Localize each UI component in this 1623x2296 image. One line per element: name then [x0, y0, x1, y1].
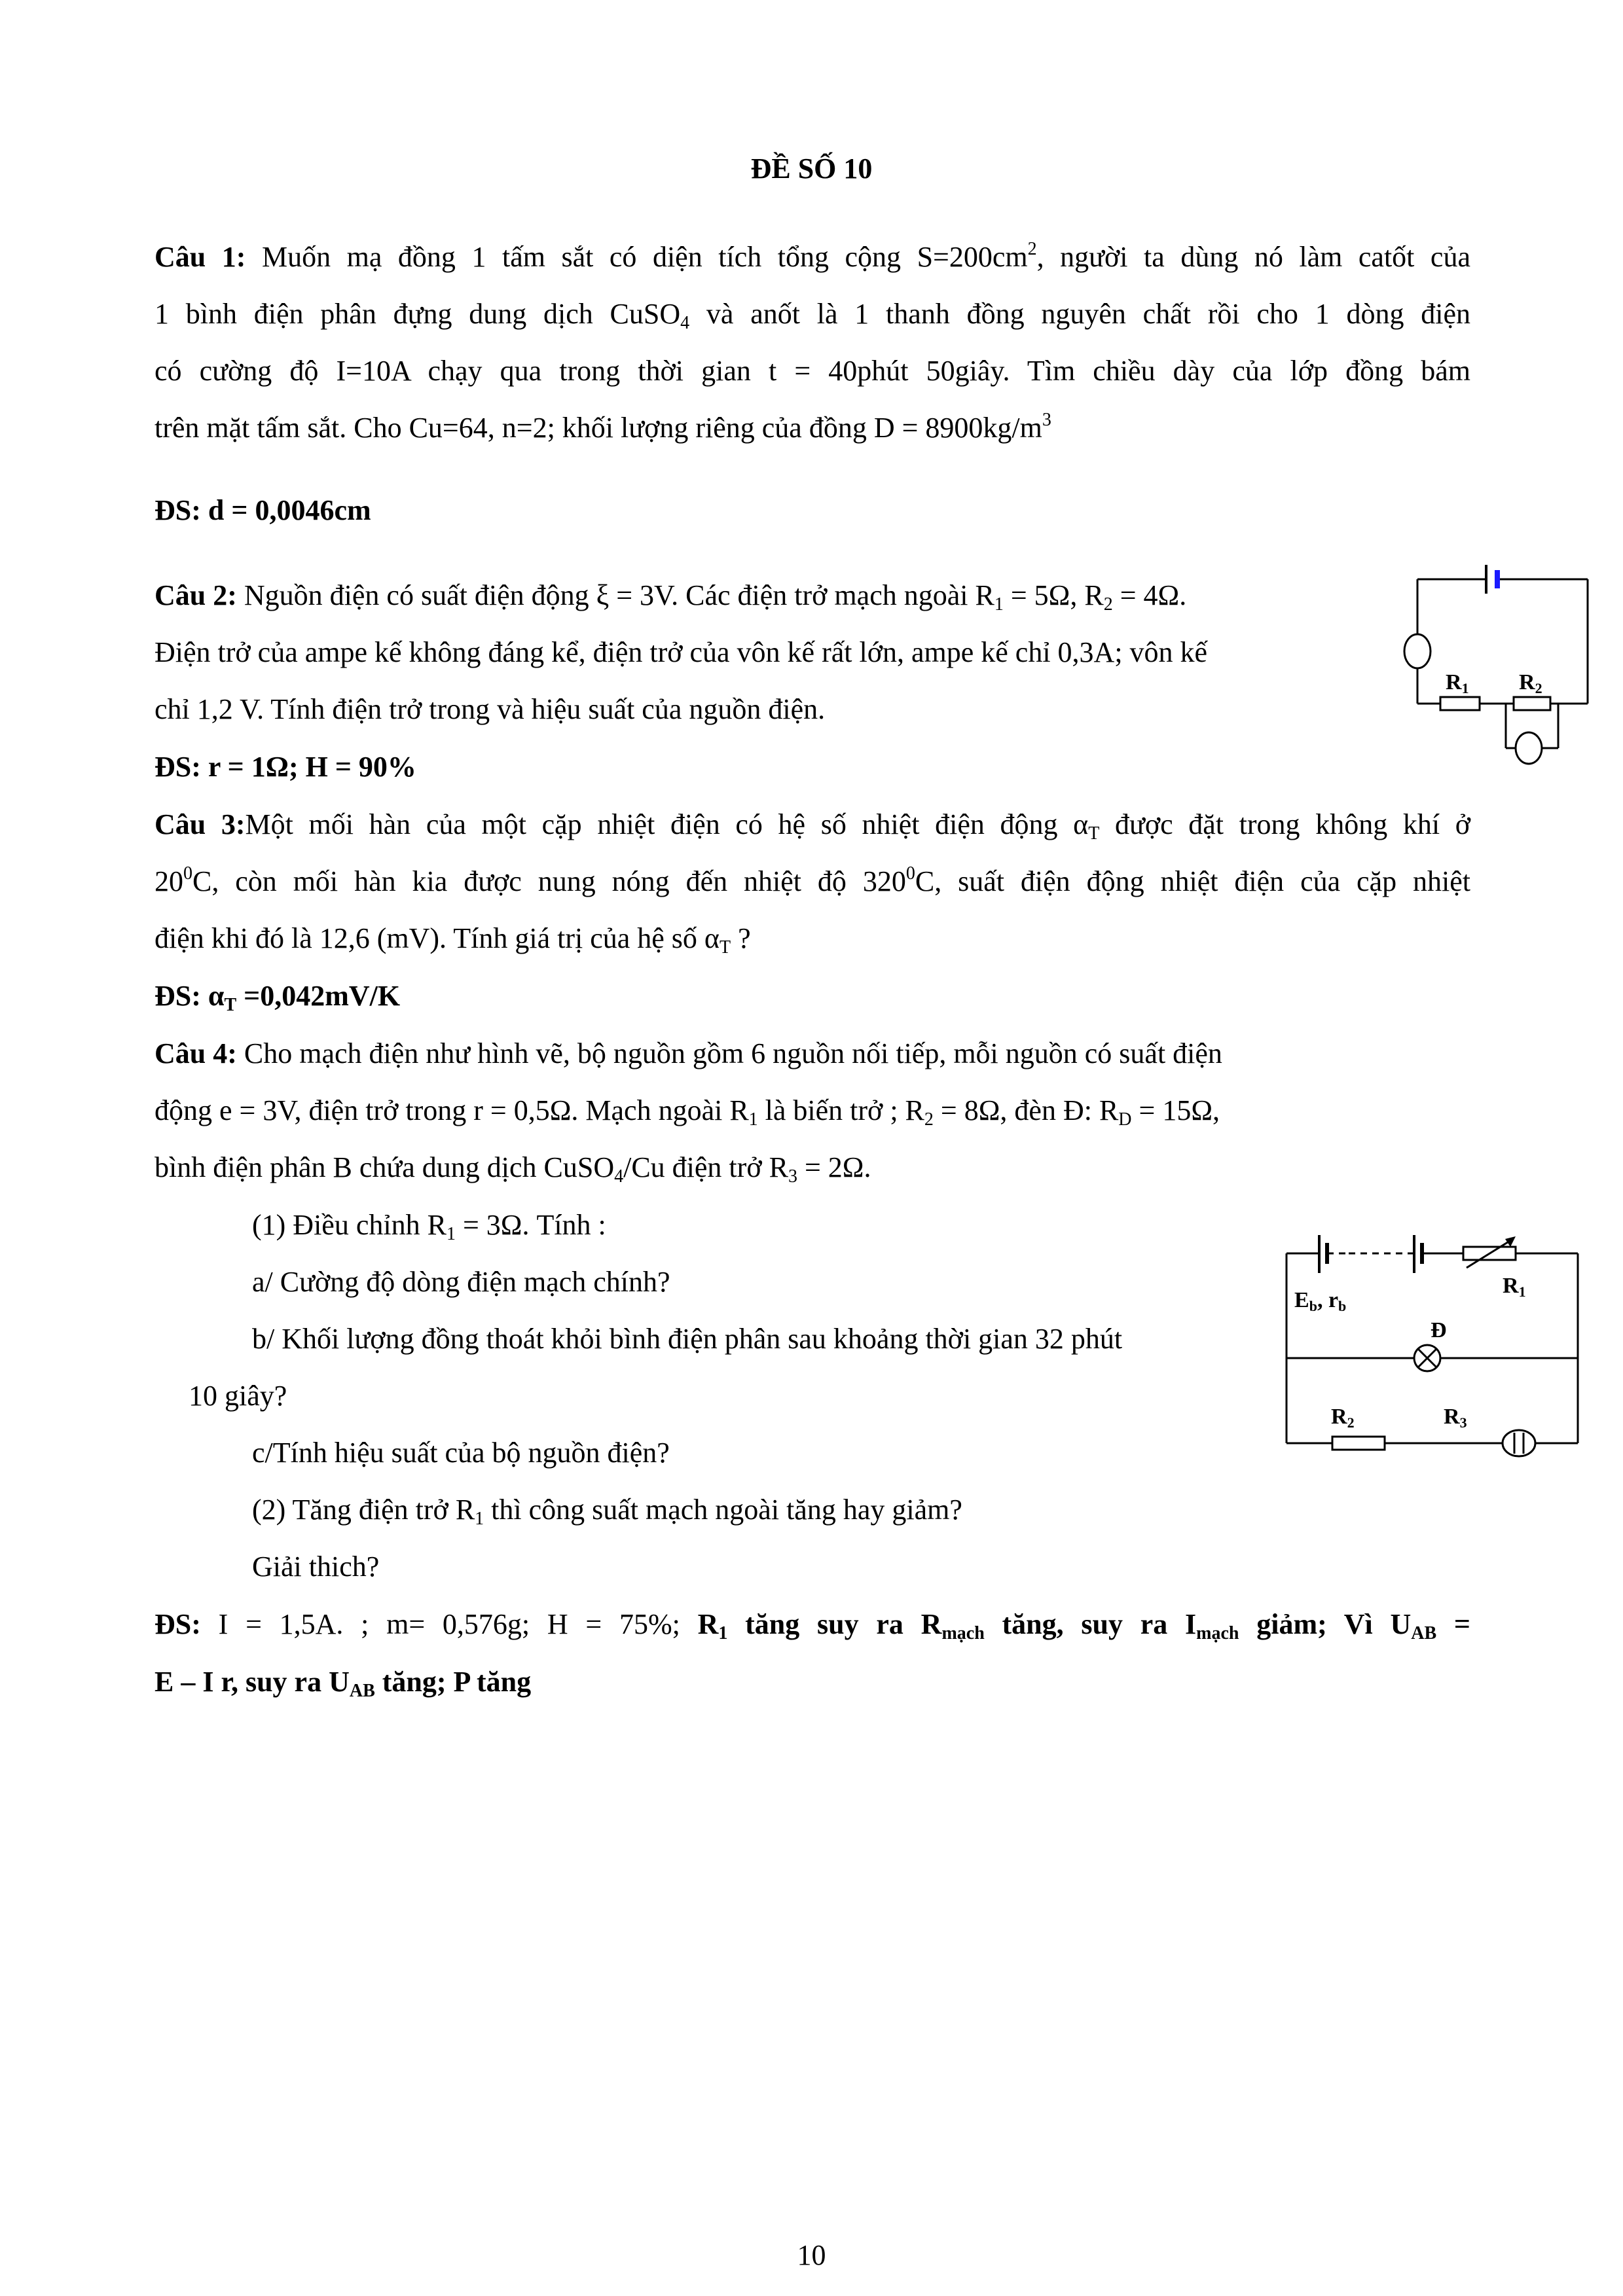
q1-line-1: Câu 1: Muốn mạ đồng 1 tấm sắt có diện tích tổng cộng $S=200cm^2$, người ta dùng nó làm catốt của	[155, 239, 1470, 273]
page-number: 10	[797, 2239, 826, 2271]
q3-label: Câu 3:	[155, 808, 246, 840]
q1-label: Câu 1:	[155, 241, 246, 273]
q2-label: Câu 2:	[155, 579, 237, 611]
q3-line-3: điện khi đó là 12,6 (mV). Tính giá trị của hệ số $\alpha_T$ ?	[155, 922, 751, 958]
q1-line-3: có cường độ I=10A chạy qua trong thời gian t = 40phút 50giây. Tìm chiều dày của lớp đồng bám	[155, 355, 1470, 387]
svg-text:R1: R1	[1446, 670, 1469, 696]
q4-part-b: b/ Khối lượng đồng thoát khỏi bình điện phân sau khoảng thời gian 32 phút	[252, 1323, 1123, 1355]
q4-part-2: (2) Tăng điện trở $R_1$ thì công suất mạch ngoài tăng hay giảm?	[252, 1494, 962, 1529]
q4-answer-line-1: ĐS: I = 1,5A. ; m= 0,576g; H = 75%; $R_1$ tăng suy ra $R_{mạch}$ tăng, suy ra $I_{mạch}$ giảm; Vì $U_{AB}$ =	[155, 1608, 1470, 1643]
resistor-r2	[1514, 697, 1550, 710]
q1-line-4: trên mặt tấm sắt. Cho Cu=64, n=2; khối lượng riêng của đồng $D = 8900kg/m^3$	[155, 410, 1051, 444]
q2-line-1: Câu 2: Nguồn điện có suất điện động ξ = 3V. Các điện trở mạch ngoài $R_1 = 5\Omega$, $R_2 = 4\Omega$.	[155, 579, 1187, 615]
q4-part-1: (1) Điều chỉnh $R_1 = 3\Omega$. Tính :	[252, 1209, 606, 1244]
q1-line-2: 1 bình điện phân đựng dung dịch CuSO$_4$ và anốt là 1 thanh đồng nguyên chất rồi cho 1 dòng điện	[155, 298, 1470, 333]
electrolytic-cell-icon	[1503, 1430, 1535, 1456]
svg-text:R1: R1	[1503, 1274, 1526, 1300]
svg-text:R3: R3	[1444, 1405, 1467, 1431]
q4-part-c: c/Tính hiệu suất của bộ nguồn điện?	[252, 1437, 670, 1469]
q4-answer-line-2: E – I r, suy ra $U_{AB}$ tăng; P tăng	[155, 1666, 532, 1701]
q4-part-a: a/ Cường độ dòng điện mạch chính?	[252, 1266, 670, 1298]
q2-circuit-diagram	[1395, 553, 1597, 776]
meter-left-icon	[1404, 634, 1431, 668]
svg-text:Eb, rb: Eb, rb	[1294, 1288, 1347, 1314]
q4-circuit-diagram	[1280, 1214, 1588, 1463]
q4-label: Câu 4:	[155, 1037, 237, 1069]
svg-text:Đ: Đ	[1431, 1318, 1447, 1342]
q4-part-3: Giải thich?	[252, 1551, 380, 1583]
q4-line-2: động e = 3V, điện trở trong r = 0,5Ω. Mạch ngoài $R_1$ là biến trở ; $R_2 = 8\Omega$, đèn Đ: $R_D = 15\Omega$,	[155, 1094, 1220, 1130]
q3-line-1: Câu 3:Một mối hàn của một cặp nhiệt điện có hệ số nhiệt điện động $\alpha_T$ được đặt trong không khí ở	[155, 808, 1470, 844]
q2-line-2: Điện trở của ampe kế không đáng kể, điện trở của vôn kế rất lớn, ampe kế chỉ 0,3A; vôn kế	[155, 636, 1208, 668]
q1-answer: ĐS: d = 0,0046cm	[155, 494, 371, 526]
q4-line-3: bình điện phân B chứa dung dịch CuSO$_4$/Cu điện trở $R_3 = 2\Omega$.	[155, 1151, 871, 1187]
resistor-r1	[1440, 697, 1480, 710]
meter-bottom-icon	[1516, 732, 1542, 764]
resistor-r2	[1332, 1437, 1385, 1450]
q2-answer: ĐS: r = 1Ω; H = 90%	[155, 751, 416, 783]
q4-line-1: Câu 4: Cho mạch điện như hình vẽ, bộ nguồn gồm 6 nguồn nối tiếp, mỗi nguồn có suất điện	[155, 1037, 1222, 1069]
svg-text:R2: R2	[1519, 670, 1542, 696]
svg-text:R2: R2	[1331, 1405, 1355, 1431]
q3-line-2: $20^0C$, còn mối hàn kia được nung nóng đến nhiệt độ $320^0C$, suất điện động nhiệt điện của cặp nhiệt	[155, 863, 1471, 897]
q2-line-3: chỉ 1,2 V. Tính điện trở trong và hiệu suất của nguồn điện.	[155, 693, 826, 725]
q4-part-b-cont: 10 giây?	[189, 1380, 287, 1412]
q3-answer: ĐS: $\alpha_T =0,042mV/K$	[155, 980, 401, 1015]
page-title: ĐỀ SỐ 10	[750, 152, 873, 185]
